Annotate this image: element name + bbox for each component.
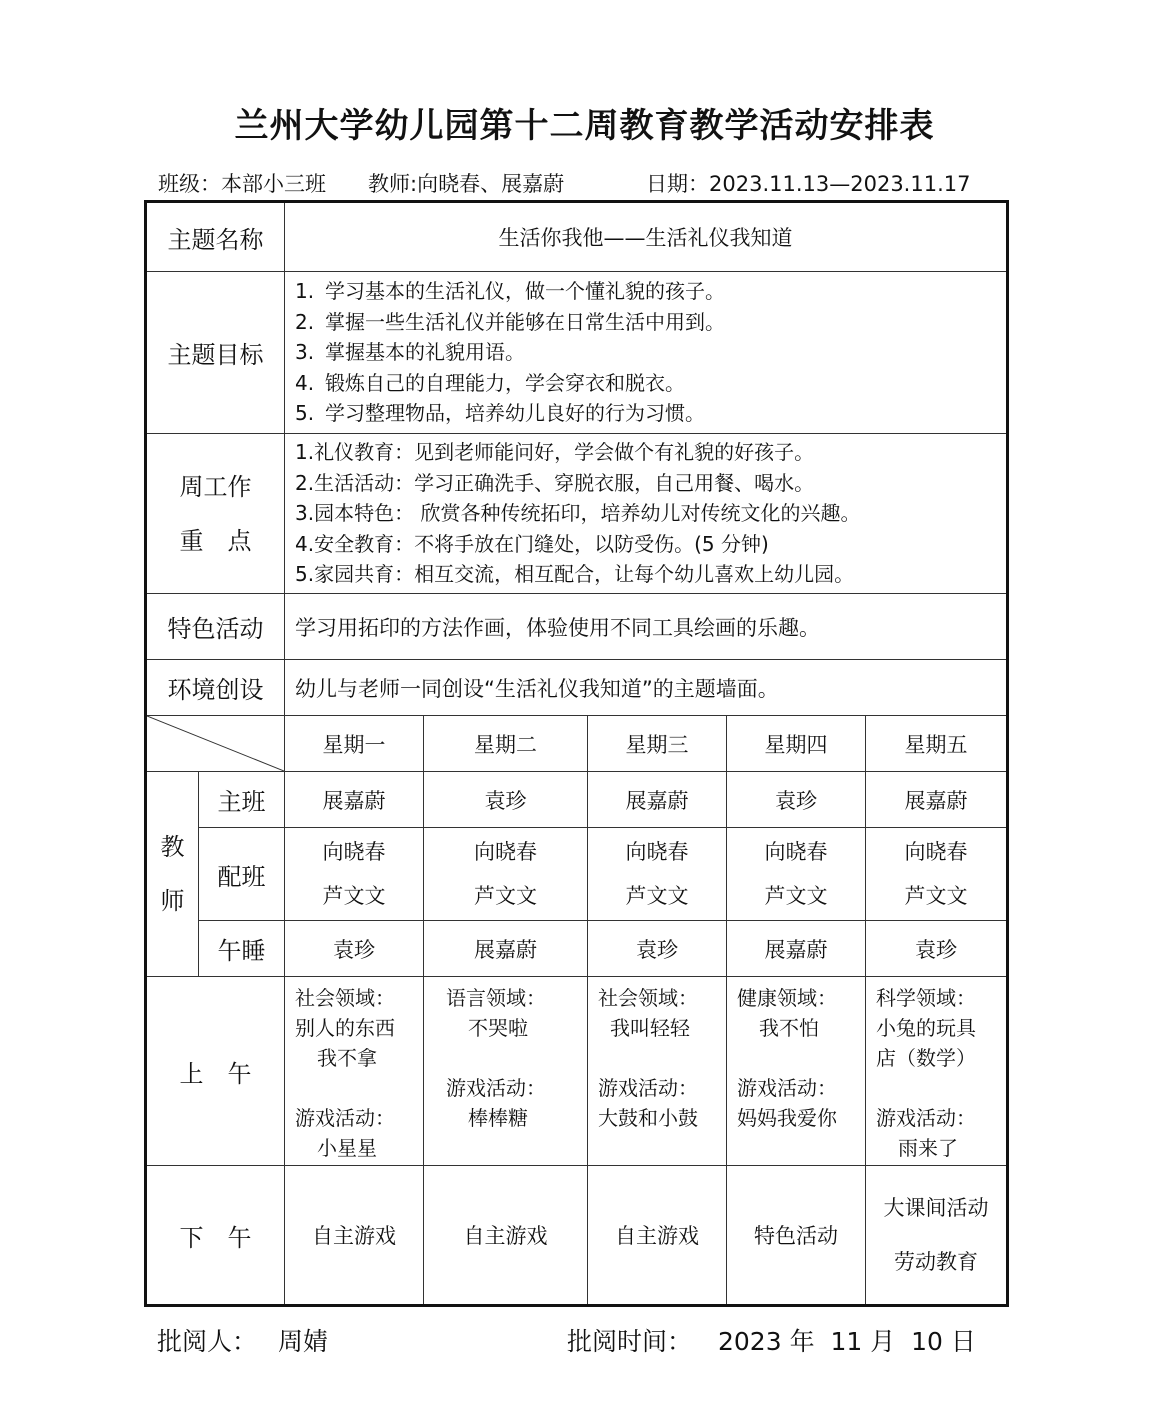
- special-value: 学习用拓印的方法作画，体验使用不同工具绘画的乐趣。: [285, 594, 1008, 660]
- day-header: 星期三: [588, 716, 727, 772]
- review-time-value: 2023 年 11 月 10 日: [718, 1327, 976, 1356]
- theme-label: 主题名称: [146, 202, 285, 272]
- focus-row: [146, 434, 1008, 594]
- goal-item: 1. 学习基本的生活礼仪，做一个懂礼貌的孩子。: [295, 279, 725, 304]
- morning-row: [146, 977, 1008, 1166]
- afternoon-cell: 自主游戏: [285, 1166, 424, 1306]
- date-info: 日期：2023.11.13—2023.11.17: [646, 172, 971, 196]
- goal-item: 3. 掌握基本的礼貌用语。: [295, 340, 525, 365]
- morning-cell: 社会领域： 别人的东西 我不拿 游戏活动： 小星星: [285, 977, 424, 1166]
- morning-cell: 社会领域： 我叫轻轻 游戏活动： 大鼓和小鼓: [588, 977, 727, 1166]
- afternoon-label: 下 午: [146, 1166, 285, 1306]
- nap-teacher-row: [146, 921, 1008, 977]
- environment-value: 幼儿与老师一同创设“生活礼仪我知道”的主题墙面。: [285, 660, 1008, 716]
- review-time-label: 批阅时间：: [567, 1327, 693, 1356]
- day-header: 星期一: [285, 716, 424, 772]
- diagonal-header-cell: [146, 716, 285, 772]
- main-teacher-cell: 展嘉蔚: [285, 772, 424, 828]
- goals-list: [285, 272, 1008, 434]
- assist-teacher-cell: 向晓春 芦文文: [424, 828, 588, 921]
- goals-label: 主题目标: [146, 272, 285, 434]
- nap-teacher-label: 午睡: [199, 921, 285, 977]
- afternoon-cell: 大课间活动 劳动教育: [866, 1166, 1008, 1306]
- schedule-table: [144, 200, 1009, 1307]
- focus-list: [285, 434, 1008, 594]
- day-header: 星期二: [424, 716, 588, 772]
- assist-teacher-cell: 向晓春 芦文文: [866, 828, 1008, 921]
- teacher-info: 教师:向晓春、展嘉蔚: [368, 172, 565, 196]
- nap-teacher-cell: 袁珍: [285, 921, 424, 977]
- focus-item: 4.安全教育：不将手放在门缝处，以防受伤。(5 分钟): [295, 531, 769, 556]
- main-teacher-row: [146, 772, 1008, 828]
- main-teacher-cell: 展嘉蔚: [866, 772, 1008, 828]
- assist-teacher-row: [146, 828, 1008, 921]
- nap-teacher-cell: 展嘉蔚: [727, 921, 866, 977]
- afternoon-cell: 特色活动: [727, 1166, 866, 1306]
- day-header: 星期四: [727, 716, 866, 772]
- reviewer-label: 批阅人：: [157, 1327, 258, 1356]
- focus-item: 2.生活活动：学习正确洗手、穿脱衣服，自己用餐、喝水。: [295, 470, 815, 495]
- focus-label: 周工作 重 点: [146, 434, 285, 594]
- goal-item: 2. 掌握一些生活礼仪并能够在日常生活中用到。: [295, 309, 725, 334]
- main-teacher-cell: 袁珍: [727, 772, 866, 828]
- goal-item: 5. 学习整理物品，培养幼儿良好的行为习惯。: [295, 401, 705, 426]
- morning-cell: 语言领域： 不哭啦 游戏活动： 棒棒糖: [424, 977, 588, 1166]
- goal-item: 4. 锻炼自己的自理能力，学会穿衣和脱衣。: [295, 370, 685, 395]
- reviewer-name: 周婧: [278, 1327, 329, 1356]
- afternoon-cell: 自主游戏: [424, 1166, 588, 1306]
- assist-teacher-cell: 向晓春 芦文文: [588, 828, 727, 921]
- teacher-group-label: 教 师: [146, 772, 199, 977]
- special-row: [146, 594, 1008, 660]
- assist-teacher-label: 配班: [199, 828, 285, 921]
- nap-teacher-cell: 袁珍: [588, 921, 727, 977]
- theme-row: [146, 202, 1008, 272]
- assist-teacher-cell: 向晓春 芦文文: [727, 828, 866, 921]
- morning-label: 上 午: [146, 977, 285, 1166]
- environment-label: 环境创设: [146, 660, 285, 716]
- afternoon-row: [146, 1166, 1008, 1306]
- theme-value: 生活你我他——生活礼仪我知道: [285, 202, 1008, 272]
- main-teacher-label: 主班: [199, 772, 285, 828]
- afternoon-cell: 自主游戏: [588, 1166, 727, 1306]
- goals-row: [146, 272, 1008, 434]
- days-row: [146, 716, 1008, 772]
- main-teacher-cell: 袁珍: [424, 772, 588, 828]
- nap-teacher-cell: 袁珍: [866, 921, 1008, 977]
- focus-item: 5.家园共育：相互交流，相互配合，让每个幼儿喜欢上幼儿园。: [295, 562, 855, 587]
- morning-cell: 健康领域： 我不怕 游戏活动： 妈妈我爱你: [727, 977, 866, 1166]
- class-info: 班级：本部小三班: [158, 172, 326, 196]
- assist-teacher-cell: 向晓春 芦文文: [285, 828, 424, 921]
- day-header: 星期五: [866, 716, 1008, 772]
- environment-row: [146, 660, 1008, 716]
- focus-item: 1.礼仪教育：见到老师能问好，学会做个有礼貌的好孩子。: [295, 440, 815, 465]
- diagonal-line: [147, 716, 284, 771]
- main-teacher-cell: 展嘉蔚: [588, 772, 727, 828]
- page-title: 兰州大学幼儿园第十二周教育教学活动安排表: [234, 106, 935, 146]
- nap-teacher-cell: 展嘉蔚: [424, 921, 588, 977]
- special-label: 特色活动: [146, 594, 285, 660]
- morning-cell: 科学领域： 小兔的玩具 店（数学） 游戏活动： 雨来了: [866, 977, 1008, 1166]
- focus-item: 3.园本特色： 欣赏各种传统拓印，培养幼儿对传统文化的兴趣。: [295, 501, 861, 526]
